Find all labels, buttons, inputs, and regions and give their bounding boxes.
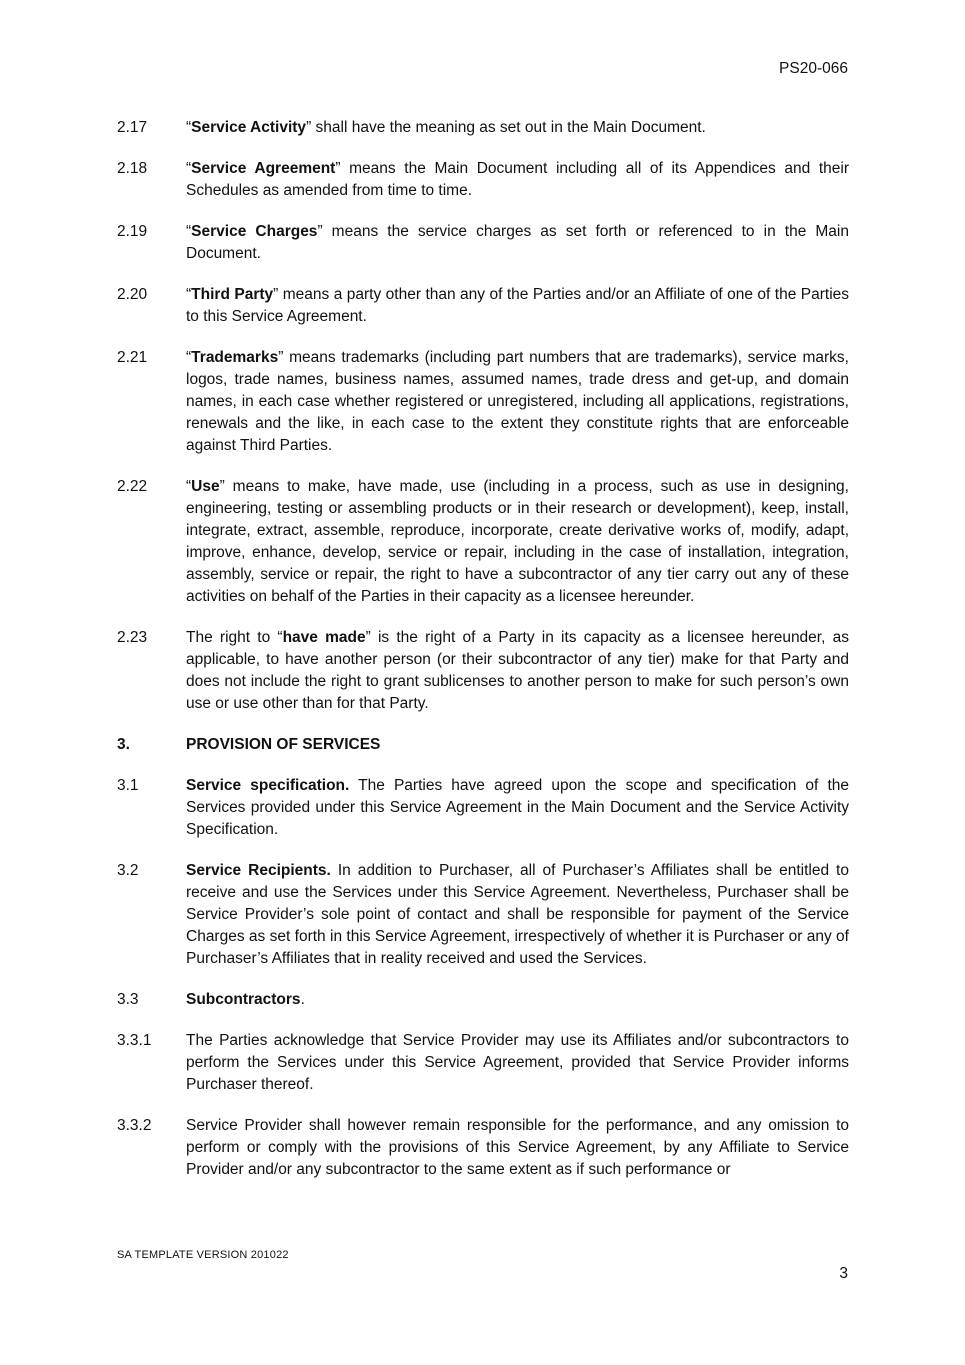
clause-2-22 — [117, 476, 849, 608]
clause-number: 2.20 — [117, 286, 148, 303]
clause-number: 2.21 — [117, 349, 148, 366]
defined-term: Trademarks — [191, 349, 279, 366]
clause-number: 2.18 — [117, 160, 148, 177]
clause-number: 3.3.1 — [117, 1032, 152, 1049]
clause-text: “Trademarks” means trademarks (including part numbers that are trademarks), service marks, logos, trade names, business names, assumed names, trade dress and get-up, and domain names, in each case whether registered or unregistered, including all applications, registrations, renewals and the like, in each case to the extent they constitute rights that are enforceable against Third Parties. — [186, 349, 849, 454]
clause-number: 2.19 — [117, 223, 148, 240]
section-heading — [117, 734, 849, 756]
clause-2-20 — [117, 284, 849, 328]
clause-2-23 — [117, 627, 849, 715]
section-number: 3. — [117, 736, 130, 753]
defined-term: Service Activity — [191, 119, 307, 136]
clause-2-18 — [117, 158, 849, 202]
clause-number: 2.23 — [117, 629, 148, 646]
clause-heading: Subcontractors — [186, 991, 301, 1008]
defined-term: Service Agreement — [191, 160, 336, 177]
clause-text: Service Recipients. In addition to Purchaser, all of Purchaser’s Affiliates shall be entitled to receive and use the Services under this Service Agreement. Nevertheless, Purchaser shall be Service Provider’s sole point of contact and shall be responsible for payment of the Service Charges as set forth in this Service Agreement, irrespectively of whether it is Purchaser or any of Purchaser’s Affiliates that in reality received and used the Services. — [186, 862, 849, 967]
clause-text: The right to “have made” is the right of a Party in its capacity as a licensee hereunder, as applicable, to have another person (or their subcontractor of any tier) make for that Party and does not include the right to grant sublicenses to another person to make for such person’s own use or use other than for that Party. — [186, 629, 849, 712]
clause-3-1 — [117, 775, 849, 841]
clause-number: 3.3 — [117, 991, 139, 1008]
clause-text: Subcontractors. — [186, 991, 305, 1008]
clause-text: The Parties acknowledge that Service Provider may use its Affiliates and/or subcontractors to perform the Services under this Service Agreement, provided that Service Provider informs Purchaser thereof. — [186, 1032, 849, 1093]
clause-2-17 — [117, 117, 849, 139]
clause-number: 2.22 — [117, 478, 148, 495]
defined-term: Service Charges — [191, 223, 318, 240]
clause-2-19 — [117, 221, 849, 265]
clause-number: 3.3.2 — [117, 1117, 152, 1134]
clause-text: “Third Party” means a party other than any of the Parties and/or an Affiliate of one of the Parties to this Service Agreement. — [186, 286, 850, 325]
document-body — [117, 117, 849, 1200]
clause-number: 2.17 — [117, 119, 148, 136]
clause-number: 3.1 — [117, 777, 139, 794]
clause-number: 3.2 — [117, 862, 139, 879]
clause-3-3 — [117, 989, 849, 1011]
clause-heading: Service Recipients. — [186, 862, 331, 879]
clause-text: “Service Agreement” means the Main Document including all of its Appendices and their Schedules as amended from time to time. — [186, 160, 850, 199]
clause-3-2 — [117, 860, 849, 970]
clause-2-21 — [117, 347, 849, 457]
clause-text: “Use” means to make, have made, use (including in a process, such as use in designing, engineering, testing or assembling products or in their research or development), keep, install, integrate, extract, assemble, reproduce, incorporate, create derivative works of, modify, adapt, improve, enhance, develop, service or repair, including in the case of installation, integration, assembly, service or repair, the right to have a subcontractor of any tier carry out any of these activities on behalf of the Parties in their capacity as a licensee hereunder. — [186, 478, 849, 605]
clause-text: Service Provider shall however remain responsible for the performance, and any omission to perform or comply with the provisions of this Service Agreement, by any Affiliate to Service Provider and/or any subcontractor to the same extent as if such performance or — [186, 1117, 849, 1178]
clause-3-3-1 — [117, 1030, 849, 1096]
clause-text: “Service Activity” shall have the meaning as set out in the Main Document. — [186, 119, 706, 136]
document-reference: PS20-066 — [779, 60, 848, 77]
clause-3-3-2 — [117, 1115, 849, 1181]
template-version: SA TEMPLATE VERSION 201022 — [117, 1249, 289, 1261]
clause-heading: Service specification. — [186, 777, 350, 794]
section-title: PROVISION OF SERVICES — [186, 736, 381, 753]
defined-term: Third Party — [191, 286, 274, 303]
clause-text: Service specification. The Parties have agreed upon the scope and specification of the Services provided under this Service Agreement in the Main Document and the Service Activity Specification. — [186, 777, 849, 838]
defined-term: have made — [282, 629, 366, 646]
defined-term: Use — [191, 478, 220, 495]
clause-text: “Service Charges” means the service charges as set forth or referenced to in the Main Document. — [186, 223, 849, 262]
page-number: 3 — [839, 1265, 848, 1282]
